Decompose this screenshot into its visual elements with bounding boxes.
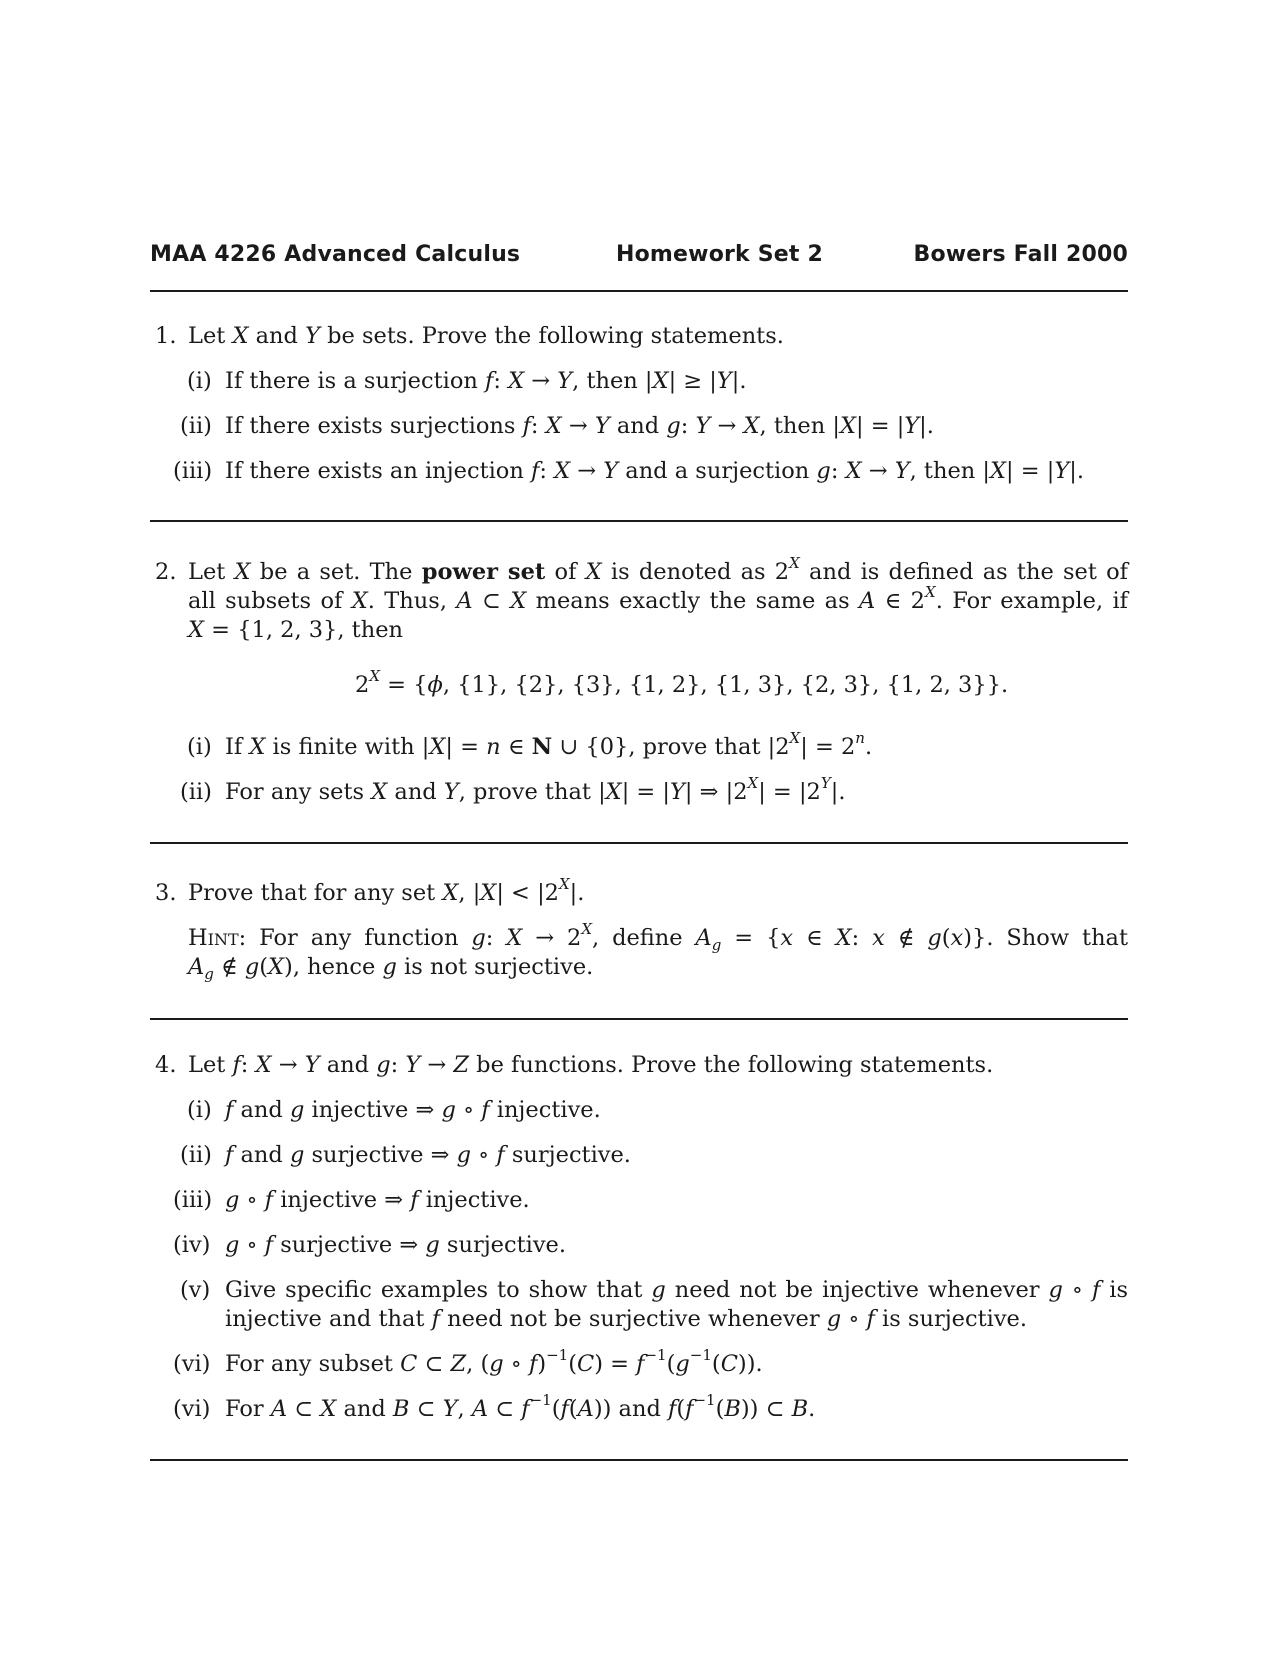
item-text: If there exists an injection f: X → Y and a surjection g: X → Y, then |X| = |Y|. [225, 458, 1084, 484]
item-text: g ∘ f injective ⇒ f injective. [225, 1187, 530, 1213]
hint-text: Hint: For any function g: $X \to 2^X$, define $A_g = \{x$ ∈ X: x ∉ g(x)}. Show that [188, 920, 1129, 954]
problem-statement: Prove that for any set X, $|X| < |2^X|$. [188, 875, 585, 906]
instructor-term: Bowers Fall 2000 [913, 242, 1128, 267]
item-label: (ii) [180, 1142, 212, 1168]
item-text: Give specific examples to show that g need not be injective whenever g ∘ f is [225, 1277, 1128, 1303]
page-header [150, 242, 1128, 276]
item-label: (iv) [173, 1232, 211, 1258]
problem-number: 3. [155, 880, 177, 906]
power-set-example: $2^X = \{\phi$, {1}, {2}, {3}, {1, 2}, {1, 3}, {2, 3}, {1, 2, 3}}. [355, 667, 1009, 698]
item-label: (i) [187, 734, 212, 760]
divider-rule [150, 520, 1128, 522]
problem-number: 2. [155, 559, 177, 585]
item-label: (vi) [173, 1351, 211, 1377]
problem-number: 1. [155, 323, 177, 349]
divider-rule [150, 842, 1128, 844]
item-label: (vi) [173, 1396, 211, 1422]
item-text: g ∘ f surjective ⇒ g surjective. [225, 1232, 567, 1258]
item-text: If there exists surjections f: X → Y and g: Y → X, then |X| = |Y|. [225, 413, 934, 439]
problem-statement: X = {1, 2, 3}, then [188, 617, 404, 643]
item-label: (iii) [173, 458, 213, 484]
hint-label: Hint: [188, 925, 247, 951]
item-text: If there is a surjection f: X → Y, then |X| ≥ |Y|. [225, 368, 747, 394]
item-text: For any sets X and Y, prove that |X| = |Y| ⇒ $|2^X| = |2^Y|$. [225, 774, 846, 805]
divider-rule [150, 1459, 1128, 1461]
item-text: f and g injective ⇒ g ∘ f injective. [225, 1097, 601, 1123]
problem-statement: Let X and Y be sets. Prove the following statements. [188, 323, 784, 349]
item-label: (i) [187, 368, 212, 394]
item-text: If X is finite with |X| = n ∈ N ∪ {0}, prove that $|2^X| = 2^n$. [225, 729, 873, 760]
divider-rule [150, 290, 1128, 292]
problem-number: 4. [155, 1052, 177, 1078]
item-label: (i) [187, 1097, 212, 1123]
hint-text: $A_g$ ∉ g(X), hence g is not surjective. [188, 954, 594, 983]
item-label: (ii) [180, 779, 212, 805]
divider-rule [150, 1018, 1128, 1020]
problem-statement: Let f: X → Y and g: Y → Z be functions. Prove the following statements. [188, 1052, 994, 1078]
item-label: (ii) [180, 413, 212, 439]
item-label: (v) [180, 1277, 211, 1303]
item-label: (iii) [173, 1187, 213, 1213]
problem-statement: Let X be a set. The power set of X is denoted as $2^X$ and is defined as the set of [188, 554, 1128, 585]
item-text: injective and that f need not be surjective whenever g ∘ f is surjective. [225, 1306, 1028, 1332]
course-title: MAA 4226 Advanced Calculus [150, 242, 521, 267]
item-text: For any subset C ⊂ Z, (g ∘ $f)^{-1}(C) = f^{-1}(g^{-1}(C))$. [225, 1346, 763, 1377]
homework-title: Homework Set 2 [616, 242, 823, 267]
problem-statement: all subsets of X. Thus, A ⊂ X means exactly the same as A ∈ $2^X$. For example, if [188, 583, 1129, 614]
item-text: f and g surjective ⇒ g ∘ f surjective. [225, 1142, 631, 1168]
item-text: For A ⊂ X and B ⊂ Y, A ⊂ $f^{-1}(f(A))$ and $f(f^{-1}(B))$ ⊂ B. [225, 1391, 816, 1422]
